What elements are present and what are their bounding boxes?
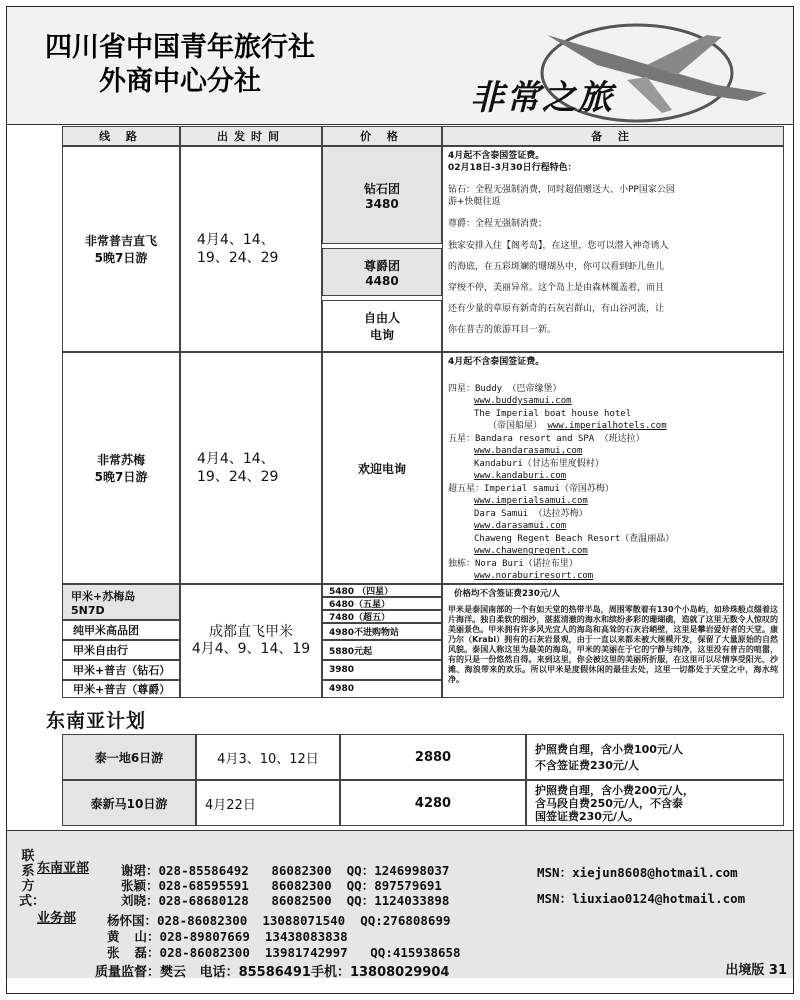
price-premium-value: 4480 xyxy=(365,273,399,288)
price-premium xyxy=(322,248,442,296)
col-note-header: 备 注 xyxy=(442,126,784,146)
hotel-link[interactable]: www.kandaburi.com xyxy=(474,471,567,481)
note-line: 尊爵：全程无强制消费； xyxy=(448,219,548,229)
notes-phuket xyxy=(442,146,784,352)
dept-business: 业务部 xyxy=(37,911,77,926)
route-samui-line2: 5晚7日游 xyxy=(94,470,148,484)
dates-phuket-line1: 4月4、14、 xyxy=(197,232,275,248)
dates-krabi-line2: 4月4、9、14、19 xyxy=(191,641,311,657)
route-phuket xyxy=(62,146,180,352)
sea-note-line: 不含签证费230元/人 xyxy=(535,759,639,772)
route-krabi-premium: 纯甲米高品团 xyxy=(62,620,180,640)
note-line: 4月起不含泰国签证费。 xyxy=(448,357,545,367)
price-krabi-phuket-premium: 4980 xyxy=(322,680,442,698)
dept-southeast-asia: 东南亚部 xyxy=(37,861,90,876)
hotel-link[interactable]: www.noraburiresort.com xyxy=(474,571,594,581)
sea-dates-thai: 4月3、10、12日 xyxy=(196,734,340,780)
note-line: 独家安排入住【阁考岛】，在这里，您可以潜入神奇诱人 xyxy=(448,241,669,251)
dates-samui-line2: 19、24、29 xyxy=(197,469,279,485)
sea-note-line: 国签证费230元/人。 xyxy=(535,809,639,823)
dates-samui-line1: 4月4、14、 xyxy=(197,451,275,467)
dates-phuket-line2: 19、24、29 xyxy=(197,250,279,266)
hotel-link[interactable]: www.chawengregent.com xyxy=(474,546,588,556)
route-samui-line1: 非常苏梅 xyxy=(96,453,145,467)
note-line: 还有少量的草原有新奇的石灰岩群山，有山谷河流，让 xyxy=(448,304,665,314)
dates-krabi xyxy=(180,584,322,698)
price-krabi-phuket-diamond: 3980 xyxy=(322,660,442,680)
dates-krabi-line1: 成都直飞甲米 xyxy=(209,624,293,640)
sea-price-thai: 2880 xyxy=(340,734,526,780)
col-date-header: 出发时间 xyxy=(180,126,322,146)
sea-note-line: 含马段自费250元/人，不含泰 xyxy=(535,796,683,810)
price-krabi-super5: 7480（超五） xyxy=(322,610,442,623)
route-krabi-phuket-diamond: 甲米+普吉（钻石） xyxy=(62,660,180,680)
note-line: 的海底，在五彩斑斓的珊瑚丛中，你可以看到虾儿鱼儿 xyxy=(448,262,665,272)
route-phuket-line1: 非常普吉直飞 xyxy=(84,234,157,248)
msn-line: MSN：liuxiao0124@hotmail.com xyxy=(537,891,746,906)
hotel-line: Kandaburi（甘达布里度假村） xyxy=(474,458,604,469)
route-samui xyxy=(62,352,180,584)
dates-samui xyxy=(180,352,322,584)
notes-krabi xyxy=(442,584,784,698)
sea-price-tsm: 4280 xyxy=(340,780,526,826)
price-premium-name: 尊爵团 xyxy=(363,258,400,273)
sea-note-thai xyxy=(526,734,784,780)
hotel-line: The Imperial boat house hotel xyxy=(474,408,632,419)
price-krabi-5star: 6480（五星） xyxy=(322,597,442,610)
note-line: 穿梭不停，美丽异常。这个岛上是由森林覆盖着，而且 xyxy=(448,283,665,293)
route-phuket-line2: 5晚7日游 xyxy=(94,251,148,265)
contact-footer xyxy=(7,830,793,978)
sea-route-tsm: 泰新马10日游 xyxy=(62,780,196,826)
sea-note-line: 护照费自理，含小费200元/人， xyxy=(535,783,694,797)
hotel-line: 独栋：Nora Buri（诺拉布里） xyxy=(448,558,578,569)
quality-supervision: 质量监督：樊云 电话：85586491手机：13808029904 xyxy=(95,965,450,980)
dates-phuket xyxy=(180,146,322,352)
price-samui: 欢迎电询 xyxy=(322,352,442,584)
price-free-value: 电询 xyxy=(369,328,394,342)
price-free-name: 自由人 xyxy=(363,311,400,325)
price-krabi-4star: 5480 （四星） xyxy=(322,584,442,597)
krabi-note-body: 甲米是泰国南部的一个有如天堂的热带半岛，周围零散着有130个小岛屿，如珍珠般点缀着这片海洋。独自柔软的细沙，湛蓝清澈的海水和缤纷多彩的珊瑚礁，造就了这里无数令人惊叹的美丽景色。甲米拥有许多风光宜人的海岛和高耸的石灰岩峭壁，这里是攀岩爱好者的天堂。康乃尔（Krabi）拥有的石灰岩景观，由于一直以来都未被大规模开发，保留了大量原始的自然风貌。泰国人称这里为最美的海岛，甲米的美丽在于它的宁静与纯净，这里没有普吉的喧嚣，有的只是一份悠然自得。来到这里，你会被这里的美丽所折服，在这里可以尽情享受阳光、沙滩、海浪带来的欢乐。所以甲米是度假休闲的最佳去处，这里一切都处于天堂之中，海水纯净。 xyxy=(448,605,778,684)
route-krabi-samui: 甲米+苏梅岛 5N7D xyxy=(62,584,180,620)
hotel-link[interactable]: www.buddysamui.com xyxy=(474,396,572,406)
price-krabi-free: 5880元起 xyxy=(322,640,442,660)
price-diamond-value: 3480 xyxy=(365,196,399,211)
hotel-line: 五星：Bandara resort and SPA （班达拉） xyxy=(448,433,645,444)
contact-line: 刘晓：028-68680128 86082500 QQ：1124033898 xyxy=(121,893,450,908)
note-line: 你在普吉的旅游耳目一新。 xyxy=(448,325,557,335)
contact-line: 张颖：028-68595591 86082300 QQ：897579691 xyxy=(121,878,442,893)
price-free xyxy=(322,300,442,352)
logo-text: 非常之旅 xyxy=(470,78,614,118)
route-krabi-phuket-premium: 甲米+普吉（尊爵） xyxy=(62,680,180,698)
page-number: 出境版 31 xyxy=(725,963,787,978)
sea-note-line: 护照费自理，含小费100元/人 xyxy=(535,743,683,756)
col-price-header: 价 格 xyxy=(322,126,442,146)
company-name xyxy=(45,31,315,99)
company-line2: 外商中心分社 xyxy=(99,66,261,97)
price-krabi-premium: 4980不进购物站 xyxy=(322,623,442,640)
contact-line: 张 磊：028-86082300 13981742997 QQ:415938658 xyxy=(107,945,461,960)
note-line: 4月起不含泰国签证费。 xyxy=(448,151,545,161)
hotel-line: 超五星：Imperial samui（帝国苏梅） xyxy=(448,483,614,494)
hotel-link[interactable]: www.bandarasamui.com xyxy=(474,446,583,456)
notes-samui xyxy=(442,352,784,584)
hotel-line: 四星：Buddy （巴帝缘堡） xyxy=(448,383,562,394)
route-krabi-free: 甲米自由行 xyxy=(62,640,180,660)
contact-label: 联系方式： xyxy=(19,849,46,909)
msn-line: MSN：xiejun8608@hotmail.com xyxy=(537,865,738,880)
hotel-line: Chaweng Regent Beach Resort（查温丽晶） xyxy=(474,533,675,544)
price-diamond xyxy=(322,146,442,244)
hotel-link[interactable]: www.darasamui.com xyxy=(474,521,567,531)
krabi-note-title: 价格均不含签证费230元/人 xyxy=(454,589,560,599)
hotel-link[interactable]: www.imperialsamui.com xyxy=(474,496,588,506)
sea-route-thai: 泰一地6日游 xyxy=(62,734,196,780)
price-diamond-name: 钻石团 xyxy=(363,181,400,196)
sea-note-tsm xyxy=(526,780,784,826)
contact-line: 杨怀国：028-86082300 13088071540 QQ:276808699 xyxy=(107,913,451,928)
section-title: 东南亚计划 xyxy=(46,710,147,732)
col-route-header: 线 路 xyxy=(62,126,180,146)
hotel-link[interactable]: www.imperialhotels.com xyxy=(547,421,667,431)
sea-dates-tsm: 4月22日 xyxy=(196,780,340,826)
company-line1: 四川省中国青年旅行社 xyxy=(45,32,315,63)
note-line: 游+快艇往返 xyxy=(448,197,501,207)
contact-line: 黄 山：028-89807669 13438083838 xyxy=(107,929,348,944)
header xyxy=(7,7,793,125)
hotel-line: （帝国船屋） xyxy=(488,421,543,431)
note-line: 02月18日-3月30日行程特色： xyxy=(448,163,577,173)
contact-line: 谢珺：028-85586492 86082300 QQ：1246998037 xyxy=(121,863,450,878)
hotel-line: Dara Samui （达拉苏梅） xyxy=(474,508,588,519)
note-line: 钻石：全程无强制消费，同时超值赠送大、小PP国家公园 xyxy=(448,185,675,195)
